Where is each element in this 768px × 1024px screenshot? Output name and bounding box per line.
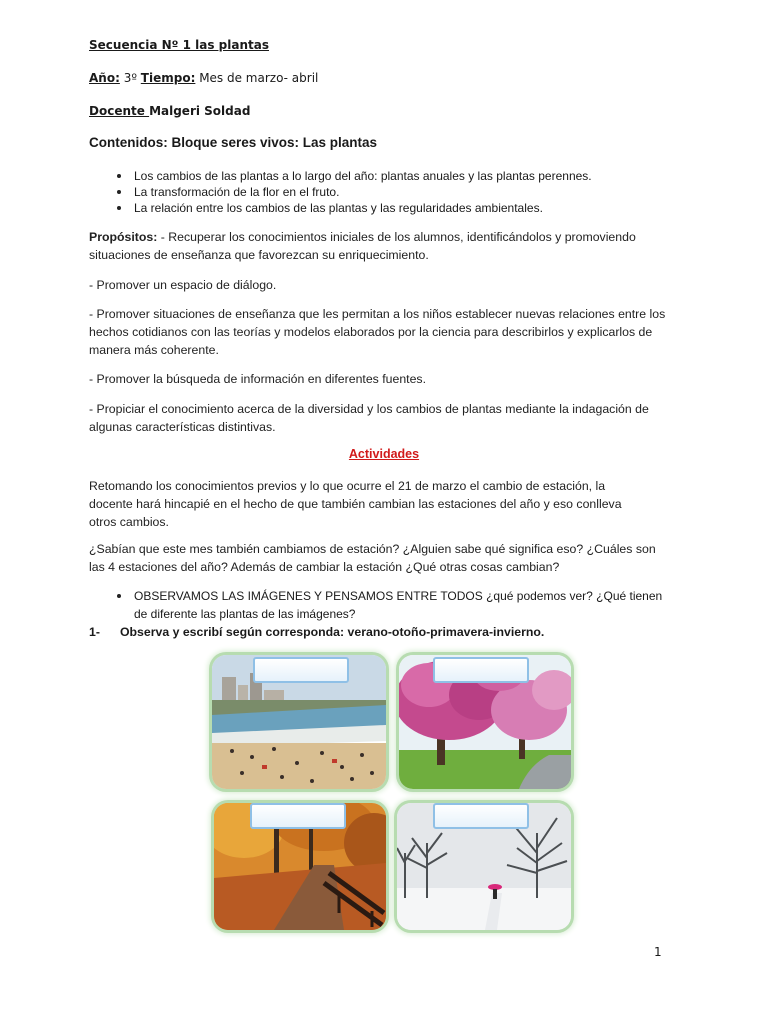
- activities-intro: Retomando los conocimientos previos y lo que ocurre el 21 de marzo el cambio de estación, la docente hará hincapié en el hecho de que también cambian las estaciones del año y eso conlleva otros cambios.: [89, 479, 622, 529]
- teacher-name: Malgeri Soldad: [149, 104, 251, 118]
- list-item-text: La transformación de la flor en el fruto.: [134, 185, 340, 199]
- purposes-paragraph: [89, 228, 679, 264]
- winter-snow-image: [397, 803, 571, 930]
- task-text: Observa y escribí según corresponda: verano-otoño-primavera-invierno.: [119, 625, 545, 639]
- teacher-label: Docente: [89, 104, 150, 118]
- season-label-box[interactable]: [433, 803, 529, 829]
- season-label-box[interactable]: [253, 657, 349, 683]
- activities-title: Actividades: [348, 447, 420, 461]
- season-label-box[interactable]: [433, 657, 529, 683]
- year-time-line: [89, 71, 318, 85]
- purpose-diversity: - Propiciar el conocimiento acerca de la diversidad y los cambios de plantas mediante la indagación de algunas características distintivas.: [89, 402, 649, 434]
- purpose-situations: - Promover situaciones de enseñanza que les permitan a los niños establecer nuevas relaciones entre los hechos cotidianos con las teorías y modelos elaborados por la ciencia para describirlos y explicarlos de manera más coherente.: [89, 307, 666, 357]
- time-value: Mes de marzo- abril: [195, 71, 319, 85]
- task-line: [89, 625, 544, 639]
- purpose-dialogue: - Promover un espacio de diálogo.: [89, 278, 277, 292]
- contents-list: [89, 168, 689, 216]
- purpose-search: - Promover la búsqueda de información en diferentes fuentes.: [89, 372, 426, 386]
- list-item: [89, 168, 689, 184]
- task-number: 1-: [89, 625, 100, 639]
- year-value: 3º: [119, 71, 141, 85]
- page-number: 1: [654, 945, 662, 959]
- list-item: [89, 587, 664, 623]
- activities-questions: ¿Sabían que este mes también cambiamos de estación? ¿Alguien sabe qué significa eso? ¿Cuáles son las 4 estaciones del año? Además de cambiar la estación ¿Qué otras cosas cambian?: [89, 542, 656, 574]
- season-label-box[interactable]: [250, 803, 346, 829]
- spring-blossom-image: [399, 655, 571, 789]
- contents-title: Contenidos: Bloque seres vivos: Las plantas: [89, 135, 378, 150]
- bullet-dot: [117, 190, 121, 194]
- bullet-dot: [117, 594, 121, 598]
- year-label: Año:: [89, 71, 120, 85]
- bullet-dot: [117, 206, 121, 210]
- purposes-label: Propósitos:: [89, 230, 158, 244]
- list-item: [89, 184, 689, 200]
- list-item: [89, 200, 689, 216]
- teacher-line: [89, 104, 250, 118]
- summer-beach-image: [212, 655, 386, 789]
- list-item-text: OBSERVAMOS LAS IMÁGENES Y PENSAMOS ENTRE TODOS ¿qué podemos ver? ¿Qué tienen de diferente las plantas de las imágenes?: [134, 589, 663, 621]
- bullet-dot: [117, 174, 121, 178]
- activities-bullets: [89, 587, 664, 623]
- purposes-text: - Recuperar los conocimientos iniciales de los alumnos, identificándolos y promoviendo situaciones de enseñanza que favorezcan su enriquecimiento.: [89, 230, 636, 262]
- time-label: Tiempo:: [140, 71, 196, 85]
- sequence-title: Secuencia Nº 1 las plantas: [89, 38, 269, 52]
- list-item-text: Los cambios de las plantas a lo largo del año: plantas anuales y las plantas perennes.: [134, 169, 592, 183]
- autumn-park-image: [214, 803, 386, 930]
- list-item-text: La relación entre los cambios de las plantas y las regularidades ambientales.: [134, 201, 543, 215]
